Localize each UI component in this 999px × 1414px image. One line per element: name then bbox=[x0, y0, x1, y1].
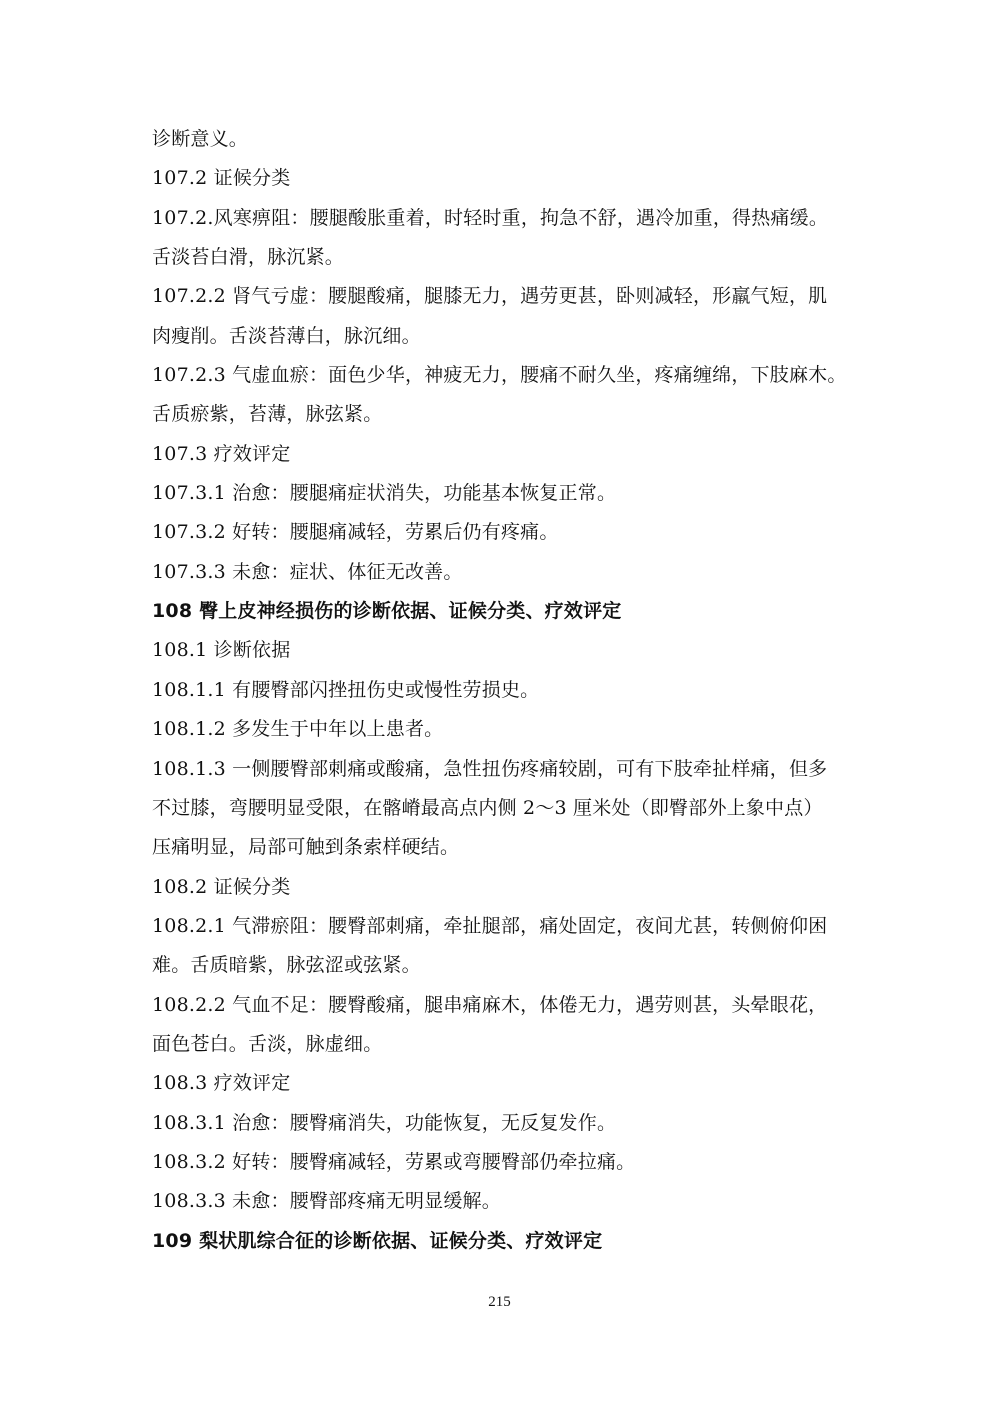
chapter-heading: 108 臀上皮神经损伤的诊断依据、证候分类、疗效评定 bbox=[152, 600, 622, 623]
chapter-heading: 109 梨状肌综合征的诊断依据、证候分类、疗效评定 bbox=[152, 1229, 603, 1252]
text-line: 108.1.1 有腰臀部闪挫扭伤史或慢性劳损史。 bbox=[152, 678, 540, 701]
text-line: 107.2.3 气虚血瘀：面色少华，神疲无力，腰痛不耐久坐，疼痛缠绵，下肢麻木。 bbox=[152, 364, 847, 387]
text-line: 108.1.2 多发生于中年以上患者。 bbox=[152, 718, 444, 741]
section-title: 108.2 证候分类 bbox=[152, 875, 291, 898]
section-title: 107.3 疗效评定 bbox=[152, 442, 291, 465]
section-title: 108.1 诊断依据 bbox=[152, 639, 291, 662]
text-line: 108.2.1 气滞瘀阻：腰臀部刺痛，牵扯腿部，痛处固定，夜间尤甚，转侧俯仰困 bbox=[152, 914, 828, 937]
text-line: 压痛明显，局部可触到条索样硬结。 bbox=[152, 836, 460, 859]
text-line: 108.3.2 好转：腰臀痛减轻，劳累或弯腰臀部仍牵拉痛。 bbox=[152, 1150, 636, 1173]
text-line: 诊断意义。 bbox=[152, 128, 249, 150]
text-line: 108.3.3 未愈：腰臀部疼痛无明显缓解。 bbox=[152, 1190, 501, 1213]
text-line: 107.3.3 未愈：症状、体征无改善。 bbox=[152, 560, 463, 583]
text-line: 107.3.1 治愈：腰腿痛症状消失，功能基本恢复正常。 bbox=[152, 482, 617, 505]
text-line: 难。舌质暗紫，脉弦涩或弦紧。 bbox=[152, 954, 421, 977]
text-line: 舌淡苔白滑，脉沉紧。 bbox=[152, 246, 345, 269]
section-title: 108.3 疗效评定 bbox=[152, 1072, 291, 1095]
page-number: 215 bbox=[488, 1294, 511, 1310]
text-line: 107.3.2 好转：腰腿痛减轻，劳累后仍有疼痛。 bbox=[152, 521, 559, 544]
text-line: 面色苍白。舌淡，脉虚细。 bbox=[152, 1032, 383, 1055]
text-line: 107.2.2 肾气亏虚：腰腿酸痛，腿膝无力，遇劳更甚，卧则减轻，形羸气短，肌 bbox=[152, 285, 828, 308]
text-line: 108.3.1 治愈：腰臀痛消失，功能恢复，无反复发作。 bbox=[152, 1111, 617, 1134]
text-line: 108.1.3 一侧腰臀部刺痛或酸痛，急性扭伤疼痛较剧，可有下肢牵扯样痛，但多 bbox=[152, 757, 828, 780]
text-line: 108.2.2 气血不足：腰臀酸痛，腿串痛麻木，体倦无力，遇劳则甚，头晕眼花， bbox=[152, 993, 828, 1016]
text-line: 肉瘦削。舌淡苔薄白，脉沉细。 bbox=[152, 324, 421, 347]
section-title: 107.2 证候分类 bbox=[152, 167, 291, 190]
text-line: 107.2.风寒痹阻：腰腿酸胀重着，时轻时重，拘急不舒，遇冷加重，得热痛缓。 bbox=[152, 206, 829, 229]
text-line: 不过膝，弯腰明显受限，在髂嵴最高点内侧 2～3 厘米处（即臀部外上象中点） bbox=[152, 796, 823, 819]
page-body bbox=[152, 120, 852, 1261]
text-line: 舌质瘀紫，苔薄，脉弦紧。 bbox=[152, 403, 383, 426]
